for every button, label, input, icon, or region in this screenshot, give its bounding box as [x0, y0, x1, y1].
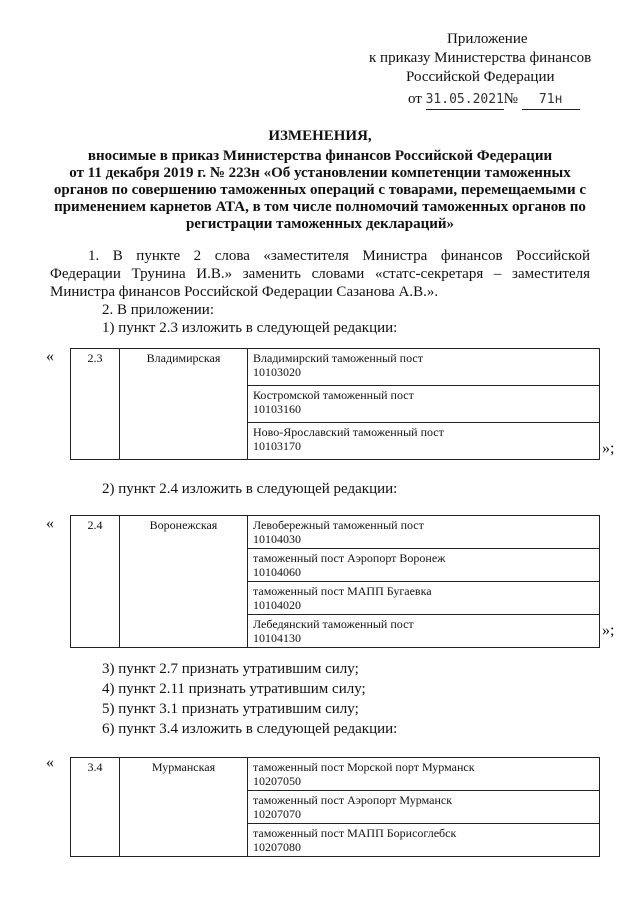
post-name: таможенный пост МАПП Бугаевка	[253, 584, 432, 598]
post-cell	[248, 791, 600, 824]
annex-number-label: №	[503, 91, 518, 107]
annex-federation: Российской Федерации	[406, 69, 555, 85]
annex-from-label: от	[408, 91, 422, 107]
post-code: 10104030	[253, 532, 301, 546]
post-code: 10104060	[253, 565, 301, 579]
para2: 2. В приложении:	[102, 302, 214, 318]
post-name: Владимирский таможенный пост	[253, 351, 423, 365]
post-code: 10103170	[253, 439, 301, 453]
post-code: 10207080	[253, 840, 301, 854]
table-num: 2.3	[71, 349, 120, 460]
doc-heading: ИЗМЕНЕНИЯ,	[268, 128, 372, 144]
title-line-5: регистрации таможенных деклараций»	[185, 216, 455, 232]
para1-line-1: 1. В пункте 2 слова «заместителя Министра финансов Российской	[88, 248, 590, 264]
post-code: 10207070	[253, 807, 301, 821]
title-line-4: применением карнетов АТА, в том числе полномочий таможенных органов по	[54, 199, 586, 215]
item-1: 1) пункт 2.3 изложить в следующей редакции:	[102, 320, 398, 336]
close-quote-2: »;	[602, 622, 615, 639]
title-line-3: органов по совершению таможенных операций с товарами, перемещаемыми с	[53, 182, 587, 198]
post-name: Ново-Ярославский таможенный пост	[253, 425, 444, 439]
item-3: 3) пункт 2.7 признать утратившим силу;	[102, 661, 359, 677]
table-row	[71, 758, 600, 791]
table-3-4	[70, 757, 600, 857]
post-cell	[248, 349, 600, 386]
table-2-4	[70, 515, 600, 648]
post-code: 10207050	[253, 774, 301, 788]
post-name: Лебедянский таможенный пост	[253, 617, 414, 631]
post-cell	[248, 423, 600, 460]
open-quote-1: «	[46, 348, 54, 365]
post-cell	[248, 386, 600, 423]
table-2-3	[70, 348, 600, 460]
open-quote-3: «	[46, 754, 54, 771]
post-cell	[248, 824, 600, 857]
post-cell	[248, 549, 600, 582]
table-region: Мурманская	[120, 758, 248, 857]
table-num: 2.4	[71, 516, 120, 648]
table-row	[71, 516, 600, 549]
post-cell	[248, 758, 600, 791]
item-6: 6) пункт 3.4 изложить в следующей редакции:	[102, 721, 398, 737]
table-region: Воронежская	[120, 516, 248, 648]
item-5: 5) пункт 3.1 признать утратившим силу;	[102, 701, 359, 717]
table-row	[71, 349, 600, 386]
post-code: 10103160	[253, 402, 301, 416]
post-name: таможенный пост Аэропорт Воронеж	[253, 551, 446, 565]
title-line-1: вносимые в приказ Министерства финансов Российской Федерации	[87, 148, 553, 164]
post-cell	[248, 516, 600, 549]
post-name: таможенный пост Аэропорт Мурманск	[253, 793, 453, 807]
annex-order-ref: к приказу Министерства финансов	[369, 50, 592, 66]
annex-title: Приложение	[447, 31, 528, 47]
title-line-2: от 11 декабря 2019 г. № 223н «Об установлении компетенции таможенных	[69, 165, 571, 181]
post-name: таможенный пост МАПП Борисоглебск	[253, 826, 457, 840]
item-2: 2) пункт 2.4 изложить в следующей редакции:	[102, 481, 398, 497]
post-cell	[248, 582, 600, 615]
annex-number: 71н	[522, 91, 580, 110]
post-code: 10104020	[253, 598, 301, 612]
close-quote-1: »;	[602, 440, 615, 457]
para1-line-3: Министра финансов Российской Федерации Сазанова А.В.».	[50, 284, 439, 300]
open-quote-2: «	[46, 515, 54, 532]
post-name: Левобережный таможенный пост	[253, 518, 424, 532]
annex-date-line	[408, 90, 580, 110]
table-region: Владимирская	[120, 349, 248, 460]
annex-date: 31.05.2021	[426, 91, 504, 110]
para1-line-2: Федерации Трунина И.В.» заменить словами «статс-секретаря – заместителя	[50, 266, 590, 282]
item-4: 4) пункт 2.11 признать утратившим силу;	[102, 681, 366, 697]
post-cell	[248, 615, 600, 648]
post-code: 10104130	[253, 631, 301, 645]
post-name: таможенный пост Морской порт Мурманск	[253, 760, 475, 774]
table-num: 3.4	[71, 758, 120, 857]
post-name: Костромской таможенный пост	[253, 388, 414, 402]
post-code: 10103020	[253, 365, 301, 379]
